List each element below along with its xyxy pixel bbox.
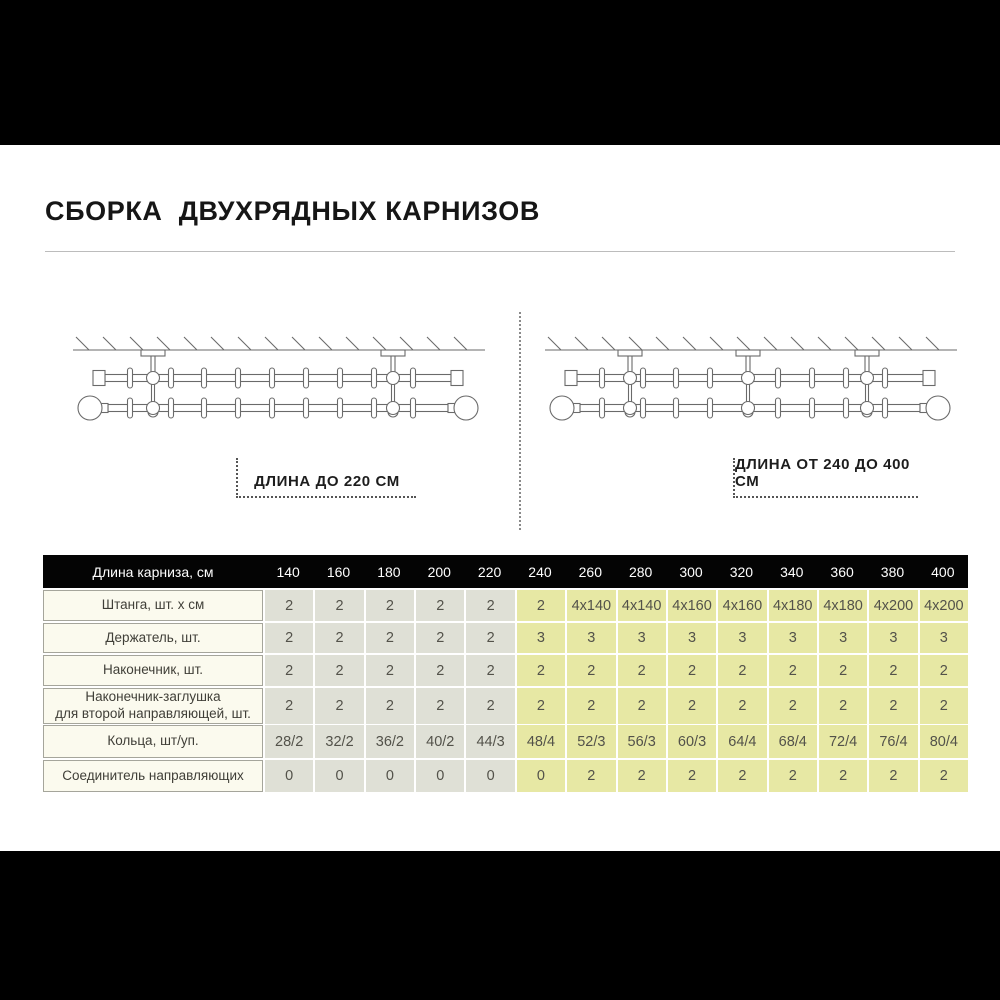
table-cell: 4x140 xyxy=(618,590,666,621)
hatch-tick xyxy=(764,337,777,350)
table-cell: 2 xyxy=(366,623,414,653)
curtain-ring xyxy=(641,368,646,388)
curtain-ring xyxy=(776,398,781,418)
column-header: 220 xyxy=(477,563,502,580)
bracket-plate xyxy=(855,350,879,356)
table-cell: 4x160 xyxy=(718,590,766,621)
table-cell: 2 xyxy=(869,760,917,792)
ball-finial xyxy=(550,396,574,420)
table-cell: 3 xyxy=(618,623,666,653)
curtain-ring xyxy=(641,398,646,418)
curtain-ring xyxy=(674,368,679,388)
table-cell: 2 xyxy=(466,688,514,724)
table-cell: 3 xyxy=(517,623,565,653)
table-cell: 2 xyxy=(466,655,514,686)
table-cell: 2 xyxy=(517,655,565,686)
curtain-ring xyxy=(128,398,133,418)
hatch-tick xyxy=(602,337,615,350)
hatch-tick xyxy=(373,337,386,350)
table-cell: 4x200 xyxy=(869,590,917,621)
table-cell: 2 xyxy=(920,760,968,792)
column-header: 400 xyxy=(931,563,955,580)
table-cell: 2 xyxy=(265,688,313,724)
table-cell: 2 xyxy=(517,688,565,724)
table-cell: 2 xyxy=(618,655,666,686)
table-cell: 3 xyxy=(920,623,968,653)
table-cell: 4x180 xyxy=(819,590,867,621)
hatch-tick xyxy=(899,337,912,350)
cornice-diagram-short-svg xyxy=(68,330,492,442)
table-header-row xyxy=(43,555,968,588)
table-cell: 76/4 xyxy=(869,725,917,758)
column-header: 260 xyxy=(578,563,602,580)
table-cell: 2 xyxy=(466,623,514,653)
hatch-tick xyxy=(211,337,224,350)
table-cell: 64/4 xyxy=(718,725,766,758)
table-cell: 0 xyxy=(517,760,565,792)
curtain-ring xyxy=(270,398,275,418)
page-title: СБОРКА ДВУХРЯДНЫХ КАРНИЗОВ xyxy=(45,196,540,226)
table-cell: 2 xyxy=(819,688,867,724)
table-cell: 2 xyxy=(668,655,716,686)
column-header: 240 xyxy=(528,563,552,580)
row-label: Наконечник, шт. xyxy=(43,655,263,686)
table-cell: 2 xyxy=(819,760,867,792)
table-cell: 0 xyxy=(466,760,514,792)
curtain-ring xyxy=(202,398,207,418)
table-header-label: Длина карниза, см xyxy=(92,563,214,580)
hatch-tick xyxy=(319,337,332,350)
table-cell: 0 xyxy=(366,760,414,792)
table-cell: 2 xyxy=(618,760,666,792)
column-header: 140 xyxy=(276,563,300,580)
cornice-diagram-long xyxy=(540,330,964,442)
table-cell: 32/2 xyxy=(315,725,363,758)
table-row xyxy=(43,760,968,792)
hatch-tick xyxy=(157,337,170,350)
table-cell: 2 xyxy=(920,688,968,724)
table-cell: 2 xyxy=(769,655,817,686)
hatch-tick xyxy=(548,337,561,350)
table-cell: 4x200 xyxy=(920,590,968,621)
table-cell: 0 xyxy=(315,760,363,792)
table-cell: 2 xyxy=(567,688,615,724)
table-cell: 2 xyxy=(416,590,464,621)
table-cell: 3 xyxy=(819,623,867,653)
upper-rod-cap xyxy=(923,371,935,386)
table-cell: 2 xyxy=(869,655,917,686)
hatch-tick xyxy=(656,337,669,350)
upper-rod-cap xyxy=(93,371,105,386)
hatch-tick xyxy=(710,337,723,350)
table-cell: 2 xyxy=(869,688,917,724)
hatch-tick xyxy=(683,337,696,350)
ball-finial xyxy=(454,396,478,420)
curtain-ring xyxy=(128,368,133,388)
curtain-ring xyxy=(708,398,713,418)
table-cell: 2 xyxy=(416,655,464,686)
bracket-plate xyxy=(618,350,642,356)
table-cell: 2 xyxy=(416,623,464,653)
rod-holder xyxy=(861,372,874,385)
curtain-ring xyxy=(338,368,343,388)
table-cell: 56/3 xyxy=(618,725,666,758)
hatch-tick xyxy=(346,337,359,350)
table-cell: 36/2 xyxy=(366,725,414,758)
table-cell: 4x140 xyxy=(567,590,615,621)
length-label-long: ДЛИНА ОТ 240 ДО 400 СМ xyxy=(733,458,918,498)
table-cell: 2 xyxy=(315,590,363,621)
table-cell: 72/4 xyxy=(819,725,867,758)
hatch-tick xyxy=(427,337,440,350)
hatch-tick xyxy=(130,337,143,350)
diagram-divider xyxy=(519,312,521,530)
rod-holder xyxy=(387,372,400,385)
hatch-tick xyxy=(737,337,750,350)
curtain-ring xyxy=(883,398,888,418)
table-cell: 0 xyxy=(265,760,313,792)
table-cell: 2 xyxy=(366,655,414,686)
table-cell: 2 xyxy=(416,688,464,724)
table-cell: 48/4 xyxy=(517,725,565,758)
table-cell: 2 xyxy=(366,590,414,621)
curtain-ring xyxy=(372,398,377,418)
table-cell: 2 xyxy=(668,760,716,792)
spec-table xyxy=(43,555,968,792)
hatch-tick xyxy=(872,337,885,350)
bottom-black-band xyxy=(0,851,1000,1000)
table-cell: 3 xyxy=(869,623,917,653)
hatch-tick xyxy=(575,337,588,350)
curtain-ring xyxy=(411,368,416,388)
hatch-tick xyxy=(454,337,467,350)
table-cell: 2 xyxy=(466,590,514,621)
table-cell: 3 xyxy=(567,623,615,653)
hatch-tick xyxy=(292,337,305,350)
curtain-ring xyxy=(169,368,174,388)
table-cell: 80/4 xyxy=(920,725,968,758)
upper-rod-cap xyxy=(565,371,577,386)
table-cell: 2 xyxy=(315,623,363,653)
row-label: Держатель, шт. xyxy=(43,623,263,653)
hatch-tick xyxy=(265,337,278,350)
table-cell: 2 xyxy=(769,688,817,724)
table-cell: 0 xyxy=(416,760,464,792)
table-row xyxy=(43,590,968,621)
top-black-band xyxy=(0,0,1000,145)
rod-holder xyxy=(742,372,755,385)
table-cell: 2 xyxy=(315,655,363,686)
table-cell: 68/4 xyxy=(769,725,817,758)
table-cell: 52/3 xyxy=(567,725,615,758)
rod-holder xyxy=(147,372,160,385)
hatch-tick xyxy=(400,337,413,350)
column-header: 160 xyxy=(326,563,351,580)
table-row xyxy=(43,655,968,686)
hatch-tick xyxy=(845,337,858,350)
hatch-tick xyxy=(76,337,89,350)
table-cell: 2 xyxy=(718,688,766,724)
curtain-ring xyxy=(600,398,605,418)
curtain-ring xyxy=(844,368,849,388)
curtain-ring xyxy=(372,368,377,388)
column-header: 380 xyxy=(880,563,905,580)
table-cell: 2 xyxy=(366,688,414,724)
cornice-diagram-short xyxy=(68,330,492,442)
ball-finial xyxy=(78,396,102,420)
curtain-ring xyxy=(883,368,888,388)
curtain-ring xyxy=(338,398,343,418)
bracket-plate xyxy=(141,350,165,356)
hatch-tick xyxy=(629,337,642,350)
title-divider xyxy=(45,251,955,252)
table-cell: 3 xyxy=(718,623,766,653)
bracket-plate xyxy=(381,350,405,356)
length-label-short: ДЛИНА ДО 220 СМ xyxy=(236,458,416,498)
column-header: 340 xyxy=(780,563,804,580)
curtain-ring xyxy=(169,398,174,418)
hatch-tick xyxy=(791,337,804,350)
table-cell: 3 xyxy=(769,623,817,653)
column-header: 180 xyxy=(377,563,401,580)
table-cell: 4x180 xyxy=(769,590,817,621)
table-cell: 2 xyxy=(618,688,666,724)
curtain-ring xyxy=(304,368,309,388)
hatch-tick xyxy=(818,337,831,350)
column-header: 320 xyxy=(729,563,754,580)
cornice-diagram-long-svg xyxy=(540,330,964,442)
column-header: 360 xyxy=(830,563,854,580)
table-cell: 2 xyxy=(819,655,867,686)
table-cell: 2 xyxy=(315,688,363,724)
table-cell: 3 xyxy=(668,623,716,653)
table-cell: 2 xyxy=(265,590,313,621)
hatch-tick xyxy=(184,337,197,350)
row-label: Наконечник-заглушка для второй направляющей, шт. xyxy=(43,688,263,724)
table-cell: 2 xyxy=(567,655,615,686)
hatch-tick xyxy=(103,337,116,350)
table-cell: 2 xyxy=(769,760,817,792)
column-header: 280 xyxy=(628,563,653,580)
table-cell: 4x160 xyxy=(668,590,716,621)
row-label: Соединитель направляющих xyxy=(43,760,263,792)
table-cell: 2 xyxy=(567,760,615,792)
table-cell: 28/2 xyxy=(265,725,313,758)
curtain-ring xyxy=(810,398,815,418)
hatch-tick xyxy=(238,337,251,350)
table-cell: 44/3 xyxy=(466,725,514,758)
row-label: Кольца, шт/уп. xyxy=(43,725,263,758)
table-cell: 2 xyxy=(265,623,313,653)
row-label: Штанга, шт. х см xyxy=(43,590,263,621)
curtain-ring xyxy=(600,368,605,388)
table-cell: 40/2 xyxy=(416,725,464,758)
curtain-ring xyxy=(411,398,416,418)
table-cell: 2 xyxy=(920,655,968,686)
column-header: 300 xyxy=(679,563,703,580)
table-cell: 2 xyxy=(668,688,716,724)
curtain-ring xyxy=(708,368,713,388)
curtain-ring xyxy=(270,368,275,388)
column-header: 200 xyxy=(427,563,451,580)
curtain-ring xyxy=(202,368,207,388)
hatch-tick xyxy=(926,337,939,350)
table-cell: 60/3 xyxy=(668,725,716,758)
table-cell: 2 xyxy=(265,655,313,686)
table-cell: 2 xyxy=(517,590,565,621)
table-body xyxy=(43,590,968,792)
curtain-ring xyxy=(810,368,815,388)
table-row xyxy=(43,623,968,653)
curtain-ring xyxy=(844,398,849,418)
table-row xyxy=(43,725,968,758)
curtain-ring xyxy=(674,398,679,418)
table-cell: 2 xyxy=(718,760,766,792)
curtain-ring xyxy=(236,398,241,418)
curtain-ring xyxy=(776,368,781,388)
table-row xyxy=(43,688,968,723)
curtain-ring xyxy=(304,398,309,418)
curtain-ring xyxy=(236,368,241,388)
ball-finial xyxy=(926,396,950,420)
upper-rod-cap xyxy=(451,371,463,386)
table-cell: 2 xyxy=(718,655,766,686)
rod-holder xyxy=(624,372,637,385)
bracket-plate xyxy=(736,350,760,356)
